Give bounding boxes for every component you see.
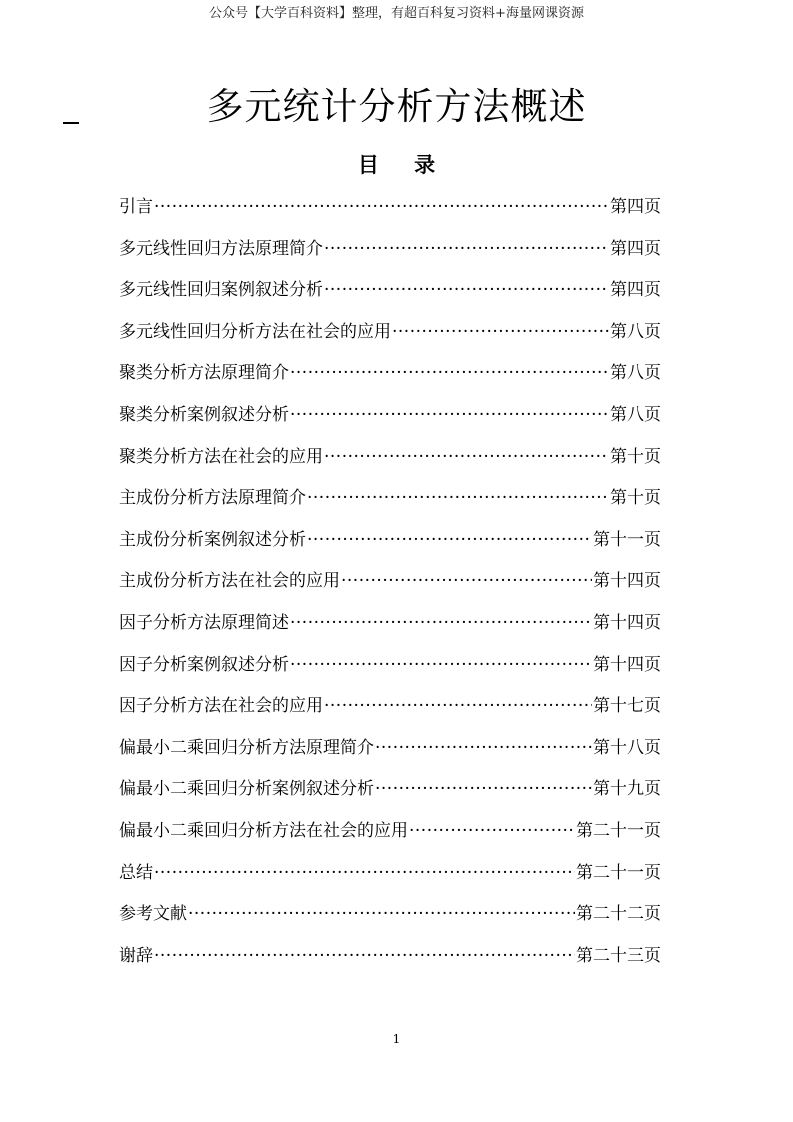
toc-entry-label: 聚类分析案例叙述分析 [119, 404, 289, 425]
toc-entry[interactable] [119, 816, 661, 858]
toc-entry-label: 引言 [119, 197, 153, 217]
dot-leader [307, 488, 609, 508]
toc-entry-page: 第四页 [610, 238, 661, 259]
dot-leader [154, 197, 609, 217]
toc-entry-label: 多元线性回归方法原理简介 [119, 238, 323, 259]
toc-entry[interactable] [119, 733, 661, 775]
toc-entry-page: 第二十二页 [576, 904, 661, 925]
toc-entry[interactable] [119, 941, 661, 983]
toc-entry[interactable] [119, 442, 661, 484]
dot-leader [341, 571, 592, 591]
toc-entry-label: 多元线性回归分析方法在社会的应用 [119, 321, 391, 342]
toc-entry-label: 聚类分析方法在社会的应用 [119, 446, 323, 467]
toc-entry-label: 因子分析方法原理简述 [119, 612, 289, 633]
dot-leader [324, 447, 609, 467]
toc-entry-page: 第四页 [610, 197, 661, 217]
toc-entry[interactable] [119, 774, 661, 816]
toc-entry-label: 因子分析案例叙述分析 [119, 654, 289, 675]
toc-entry[interactable] [119, 650, 661, 692]
dot-leader [324, 280, 609, 300]
toc-entry[interactable] [119, 400, 661, 442]
dot-leader [290, 405, 609, 425]
toc-entry-label: 总结 [119, 862, 153, 883]
toc-entry-page: 第二十一页 [576, 862, 661, 883]
toc-entry[interactable] [119, 275, 661, 317]
dot-leader [375, 738, 592, 758]
dot-leader [188, 904, 575, 924]
document-title: 多元统计分析方法概述 [206, 85, 587, 128]
dot-leader [392, 322, 609, 342]
toc-entry-label: 因子分析方法在社会的应用 [119, 696, 323, 717]
table-of-contents [119, 192, 661, 982]
toc-entry-page: 第八页 [610, 363, 661, 384]
toc-entry[interactable] [119, 525, 661, 567]
toc-entry-label: 谢辞 [119, 945, 153, 966]
toc-entry-label: 主成份分析案例叙述分析 [119, 529, 306, 550]
toc-entry-label: 偏最小二乘回归分析案例叙述分析 [119, 779, 374, 800]
toc-entry-page: 第十四页 [593, 612, 661, 633]
toc-entry-label: 偏最小二乘回归分析方法在社会的应用 [119, 820, 408, 841]
toc-entry[interactable] [119, 691, 661, 733]
toc-entry-page: 第十四页 [593, 571, 661, 592]
toc-entry[interactable] [119, 234, 661, 276]
toc-entry-page: 第八页 [610, 321, 661, 342]
toc-entry-page: 第十页 [610, 488, 661, 509]
toc-entry-page: 第十页 [610, 446, 661, 467]
dot-leader [375, 779, 592, 799]
toc-entry[interactable] [119, 608, 661, 650]
dot-leader [409, 821, 575, 841]
dot-leader [324, 239, 609, 259]
toc-entry-label: 主成份分析方法在社会的应用 [119, 571, 340, 592]
toc-entry-page: 第十七页 [593, 696, 661, 717]
toc-entry[interactable] [119, 358, 661, 400]
toc-entry-label: 多元线性回归案例叙述分析 [119, 280, 323, 301]
toc-heading: 目 录 [357, 153, 436, 177]
toc-entry-page: 第十四页 [593, 654, 661, 675]
toc-entry-page: 第十一页 [593, 529, 661, 550]
toc-entry-label: 参考文献 [119, 904, 187, 925]
toc-entry-page: 第二十三页 [576, 945, 661, 966]
toc-entry-page: 第二十一页 [576, 820, 661, 841]
toc-entry-page: 第十九页 [593, 779, 661, 800]
dot-leader [290, 613, 592, 633]
dot-leader [290, 655, 592, 675]
toc-entry-label: 主成份分析方法原理简介 [119, 488, 306, 509]
toc-entry[interactable] [119, 566, 661, 608]
header-watermark: 公众号【大学百科资料】整理，有超百科复习资料+海量网课资源 [209, 6, 584, 21]
toc-entry-page: 第八页 [610, 404, 661, 425]
dot-leader [307, 530, 592, 550]
dot-leader [324, 696, 592, 716]
toc-entry[interactable] [119, 899, 661, 941]
toc-entry-page: 第十八页 [593, 737, 661, 758]
dot-leader [154, 863, 575, 883]
toc-entry[interactable] [119, 192, 661, 234]
toc-entry-label: 偏最小二乘回归分析方法原理简介 [119, 737, 374, 758]
toc-entry-page: 第四页 [610, 280, 661, 301]
dot-leader [154, 946, 575, 966]
dot-leader [290, 363, 609, 383]
toc-entry[interactable] [119, 317, 661, 359]
toc-entry[interactable] [119, 858, 661, 900]
margin-dash [63, 122, 79, 124]
page-number: 1 [392, 1032, 401, 1046]
toc-entry-label: 聚类分析方法原理简介 [119, 363, 289, 384]
toc-entry[interactable] [119, 483, 661, 525]
